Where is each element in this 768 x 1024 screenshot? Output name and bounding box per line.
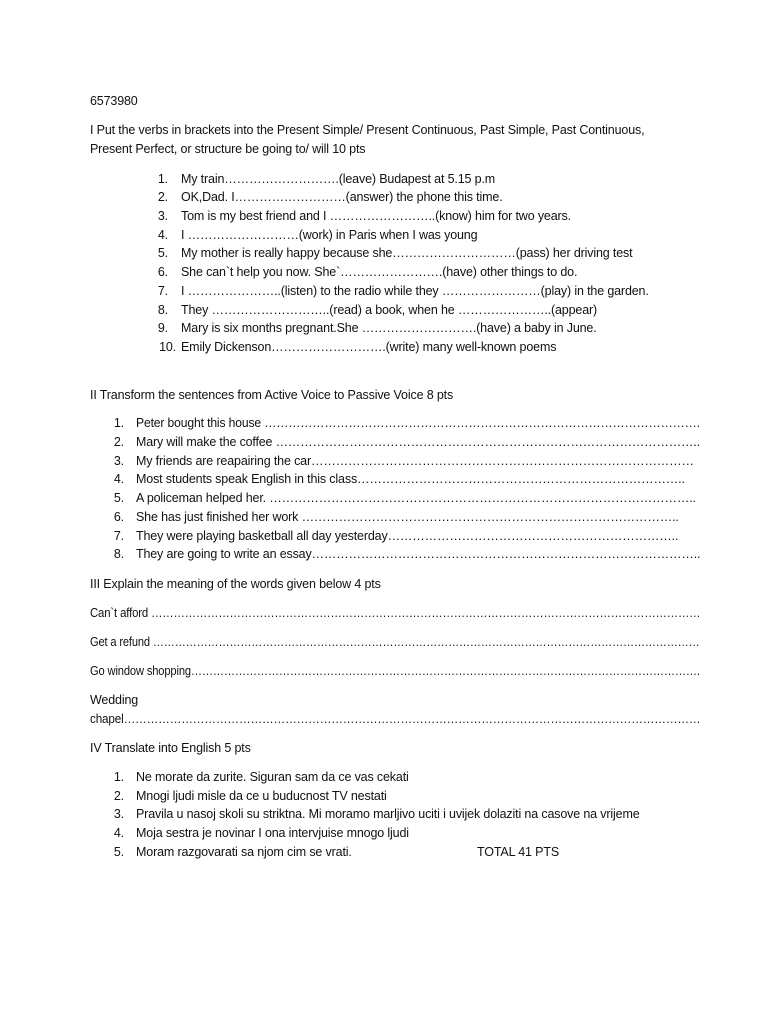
section2-item-number: 7. [113,529,124,543]
section2-item-text: Mary will make the coffee ………………………………………………………………………………………….. [136,435,700,449]
section2-item-text: My friends are reapairing the car………………………………………………………………………………… [136,454,694,468]
section1-item-number: 8. [157,303,168,317]
section1-item-text: My mother is really happy because she…………………………(pass) her driving test [181,246,633,260]
section3-item: Go window shopping…………………………………………………………………………………………………………………………. [90,664,700,678]
section1-item-text: I …………………..(listen) to the radio while they ……………………(play) in the garden. [181,284,649,298]
section2-item-number: 1. [113,416,124,430]
section4-item-number: 3. [113,807,124,821]
section4-item-text: Mnogi ljudi misle da ce u buducnost TV nestati [136,789,387,803]
section4-item-number: 5. [113,845,124,859]
section1-heading-line1: I Put the verbs in brackets into the Present Simple/ Present Continuous, Past Simple, Past Continuous, [90,123,645,137]
section3-item: Get a refund …………………………………………………………………………………………………………………………………… [90,635,700,649]
section1-item-number: 6. [157,265,168,279]
section1-item-text: Tom is my best friend and I ……………………..(know) him for two years. [181,209,571,223]
section3-heading: III Explain the meaning of the words given below 4 pts [90,577,381,591]
section4-item-number: 2. [113,789,124,803]
section2-item-text: Peter bought this house ………………………………………………………………………………………………. [136,416,700,430]
section2-item-number: 2. [113,435,124,449]
section2-item-number: 8. [113,547,124,561]
total-points: TOTAL 41 PTS [477,845,560,859]
section4-item-text: Moja sestra je novinar I ona intervjuise mnogo ljudi [136,826,409,840]
section2-item-text: They are going to write an essay………………………………………………………………………………….. [136,547,701,561]
section1-item-text: Mary is six months pregnant.She ……………………….(have) a baby in June. [181,321,597,335]
section2-item-number: 6. [113,510,124,524]
section1-item-number: 9. [157,321,168,335]
section1-item-number: 3. [157,209,168,223]
section1-item-number: 4. [157,228,168,242]
section4-item-text: Moram razgovarati sa njom cim se vrati. [136,845,352,859]
section1-item-text: They ………………………..(read) a book, when he …………………..(appear) [181,303,598,317]
section1-item-text: She can`t help you now. She`…………………….(have) other things to do. [181,265,578,279]
document-id: 6573980 [90,94,138,108]
section4-item-text: Pravila u nasoj skoli su striktna. Mi moramo marljivo uciti i uvijek dolaziti na casove na vrijeme [136,807,640,821]
section1-item-text: Emily Dickenson……………………….(write) many well-known poems [181,340,557,354]
section3-item: Wedding [90,693,139,707]
section1-item-number: 2. [157,190,168,204]
section1-item-text: OK,Dad. I………………………(answer) the phone this time. [181,190,503,204]
section4-item-text: Ne morate da zurite. Siguran sam da ce vas cekati [136,770,409,784]
section2-item-text: Most students speak English in this class…………………………………………………………………….. [136,472,685,486]
section1-item-text: My train……………………….(leave) Budapest at 5.15 p.m [181,172,496,186]
section2-item-number: 5. [113,491,124,505]
section2-item-number: 4. [113,472,124,486]
section1-item-number: 1. [157,172,168,186]
section3-item: chapel…………………………………………………………………………………………………………………………………… [90,712,701,726]
section4-item-number: 1. [113,770,124,784]
section2-item-text: A policeman helped her. ………………………………………………………………………………………….. [136,491,696,505]
section2-item-text: They were playing basketball all day yesterday…………………………………………………………….. [136,529,679,543]
section2-heading: II Transform the sentences from Active Voice to Passive Voice 8 pts [90,388,454,402]
section1-item-number: 10. [159,340,176,354]
section4-heading: IV Translate into English 5 pts [90,741,251,755]
section1-item-number: 7. [157,284,168,298]
section3-item: Can`t afford ………………………………………………………………………………………………………………………………… [90,606,701,620]
section1-heading-line2: Present Perfect, or structure be going to/ will 10 pts [90,142,366,156]
section2-item-number: 3. [113,454,124,468]
section2-item-text: She has just finished her work ……………………………………………………………………………….. [136,510,679,524]
section1-item-number: 5. [157,246,168,260]
section4-item-number: 4. [113,826,124,840]
section1-item-text: I ………………………(work) in Paris when I was young [181,228,478,242]
